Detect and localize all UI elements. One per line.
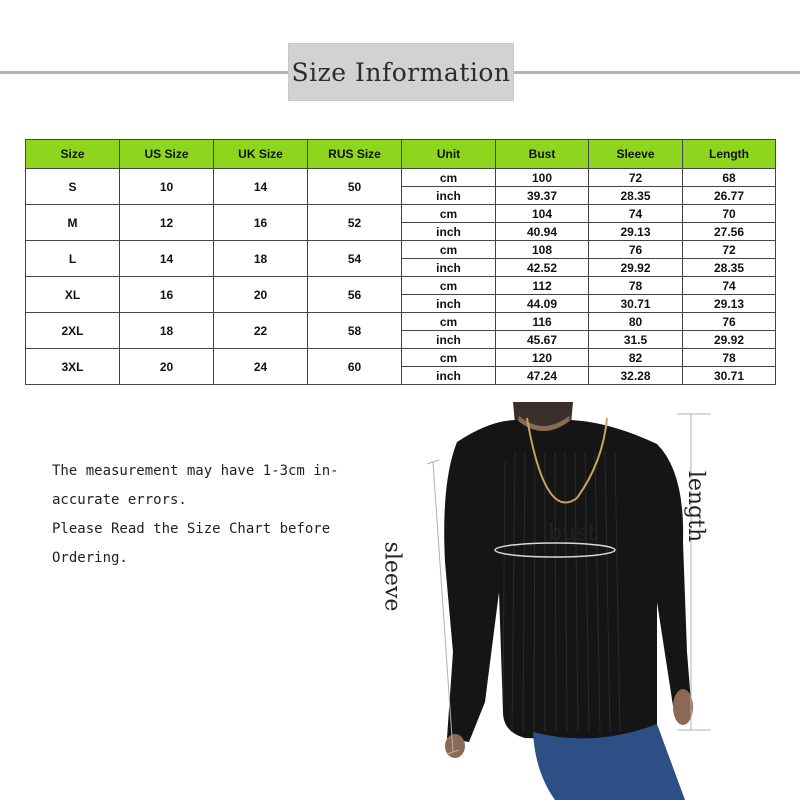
table-row xyxy=(26,277,776,295)
cell-length: 72 xyxy=(683,241,776,259)
note-line: Ordering. xyxy=(52,550,128,566)
sleeve-label: sleeve xyxy=(379,541,405,612)
cell-unit: cm xyxy=(402,241,496,259)
cell-sleeve: 30.71 xyxy=(589,295,683,313)
cell-unit: inch xyxy=(402,295,496,313)
header-unit: Unit xyxy=(402,140,496,169)
cell-us-size: 12 xyxy=(120,205,214,241)
table-row xyxy=(26,313,776,331)
note-line: Please Read the Size Chart before xyxy=(52,521,331,537)
table-row xyxy=(26,241,776,259)
cell-rus-size: 58 xyxy=(308,313,402,349)
cell-unit: inch xyxy=(402,259,496,277)
cell-uk-size: 20 xyxy=(214,277,308,313)
left-hand xyxy=(445,734,465,758)
header-bust: Bust xyxy=(496,140,589,169)
cell-bust: 42.52 xyxy=(496,259,589,277)
cell-us-size: 10 xyxy=(120,169,214,205)
cell-uk-size: 14 xyxy=(214,169,308,205)
header-uk-size: UK Size xyxy=(214,140,308,169)
title-box xyxy=(288,43,514,101)
cell-size: S xyxy=(26,169,120,205)
page-title: Size Information xyxy=(291,57,511,87)
header-length: Length xyxy=(683,140,776,169)
cell-bust: 45.67 xyxy=(496,331,589,349)
cell-bust: 40.94 xyxy=(496,223,589,241)
length-label: length xyxy=(683,470,709,543)
cell-rus-size: 50 xyxy=(308,169,402,205)
right-hand xyxy=(673,689,693,725)
cell-rus-size: 52 xyxy=(308,205,402,241)
size-table xyxy=(25,139,776,385)
cell-bust: 108 xyxy=(496,241,589,259)
cell-uk-size: 18 xyxy=(214,241,308,277)
cell-sleeve: 74 xyxy=(589,205,683,223)
cell-us-size: 16 xyxy=(120,277,214,313)
table-row xyxy=(26,205,776,223)
cell-sleeve: 28.35 xyxy=(589,187,683,205)
cell-length: 78 xyxy=(683,349,776,367)
cell-us-size: 18 xyxy=(120,313,214,349)
cell-size: 2XL xyxy=(26,313,120,349)
cell-rus-size: 60 xyxy=(308,349,402,385)
cell-bust: 44.09 xyxy=(496,295,589,313)
cell-length: 28.35 xyxy=(683,259,776,277)
cell-length: 26.77 xyxy=(683,187,776,205)
table-header-row xyxy=(26,140,776,169)
measurement-note xyxy=(52,457,382,573)
cell-bust: 104 xyxy=(496,205,589,223)
model-figure xyxy=(379,402,725,800)
cell-us-size: 20 xyxy=(120,349,214,385)
cell-unit: cm xyxy=(402,205,496,223)
sweater-body xyxy=(444,420,691,742)
cell-unit: cm xyxy=(402,169,496,187)
cell-size: 3XL xyxy=(26,349,120,385)
cell-sleeve: 72 xyxy=(589,169,683,187)
cell-rus-size: 54 xyxy=(308,241,402,277)
cell-rus-size: 56 xyxy=(308,277,402,313)
cell-length: 30.71 xyxy=(683,367,776,385)
cell-length: 74 xyxy=(683,277,776,295)
cell-sleeve: 80 xyxy=(589,313,683,331)
cell-length: 29.92 xyxy=(683,331,776,349)
sweater-illustration xyxy=(395,402,725,800)
cell-uk-size: 22 xyxy=(214,313,308,349)
cell-length: 29.13 xyxy=(683,295,776,313)
cell-us-size: 14 xyxy=(120,241,214,277)
cell-bust: 120 xyxy=(496,349,589,367)
header-size: Size xyxy=(26,140,120,169)
cell-unit: inch xyxy=(402,187,496,205)
header-sleeve: Sleeve xyxy=(589,140,683,169)
cell-length: 70 xyxy=(683,205,776,223)
cell-unit: inch xyxy=(402,223,496,241)
header-rus-size: RUS Size xyxy=(308,140,402,169)
note-line: The measurement may have 1-3cm in- xyxy=(52,463,339,479)
cell-length: 76 xyxy=(683,313,776,331)
bust-label: bust xyxy=(548,521,597,546)
header-us-size: US Size xyxy=(120,140,214,169)
table-row xyxy=(26,349,776,367)
cell-bust: 39.37 xyxy=(496,187,589,205)
cell-unit: inch xyxy=(402,331,496,349)
cell-sleeve: 76 xyxy=(589,241,683,259)
cell-sleeve: 31.5 xyxy=(589,331,683,349)
cell-sleeve: 78 xyxy=(589,277,683,295)
cell-unit: cm xyxy=(402,277,496,295)
cell-uk-size: 16 xyxy=(214,205,308,241)
cell-length: 68 xyxy=(683,169,776,187)
cell-sleeve: 29.92 xyxy=(589,259,683,277)
cell-size: M xyxy=(26,205,120,241)
cell-uk-size: 24 xyxy=(214,349,308,385)
table-row xyxy=(26,169,776,187)
cell-unit: inch xyxy=(402,367,496,385)
cell-sleeve: 29.13 xyxy=(589,223,683,241)
cell-bust: 100 xyxy=(496,169,589,187)
cell-unit: cm xyxy=(402,349,496,367)
cell-size: XL xyxy=(26,277,120,313)
cell-bust: 47.24 xyxy=(496,367,589,385)
cell-length: 27.56 xyxy=(683,223,776,241)
note-line: accurate errors. xyxy=(52,492,187,508)
cell-sleeve: 82 xyxy=(589,349,683,367)
cell-size: L xyxy=(26,241,120,277)
cell-unit: cm xyxy=(402,313,496,331)
table-body xyxy=(26,169,776,385)
cell-bust: 116 xyxy=(496,313,589,331)
cell-bust: 112 xyxy=(496,277,589,295)
cell-sleeve: 32.28 xyxy=(589,367,683,385)
